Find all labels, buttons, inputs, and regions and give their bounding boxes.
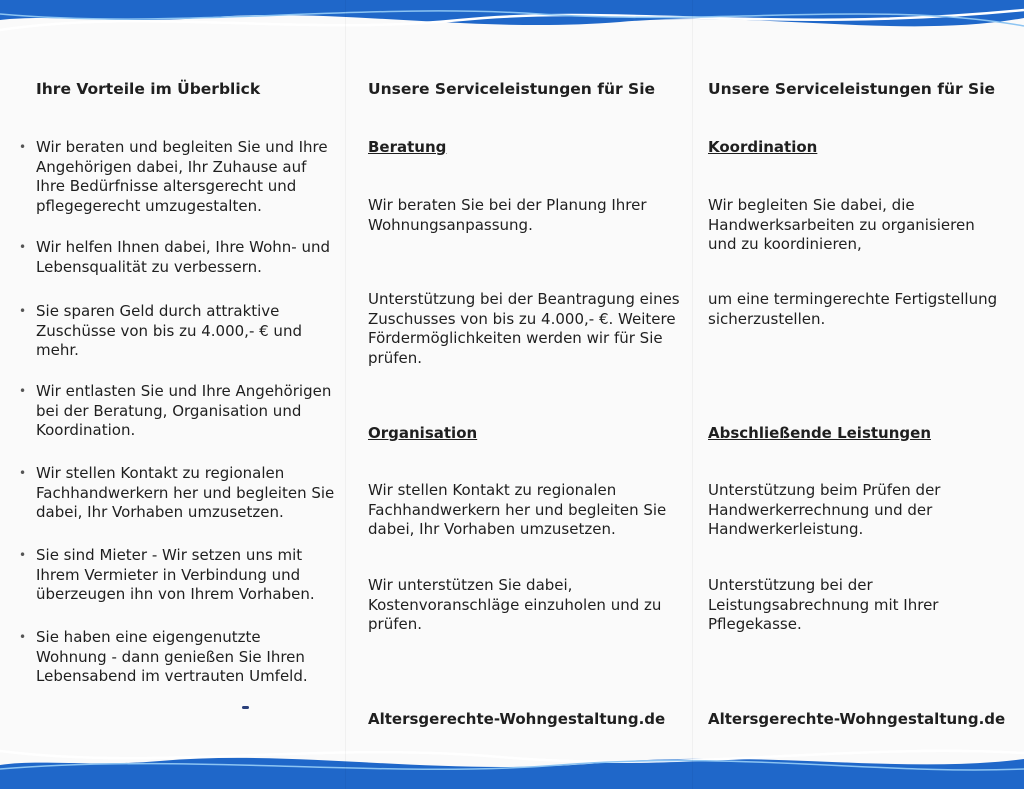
benefit-text: Wir beraten und begleiten Sie und Ihre Angehörigen dabei, Ihr Zuhause auf Ihre Bedürfnisse altersgerecht und pflegegerecht umzugestalten. [36,138,328,215]
benefit-item [19,238,336,277]
benefit-text: Wir entlasten Sie und Ihre Angehörigen bei der Beratung, Organisation und Koordination. [36,382,332,439]
section-heading-organisation: Organisation [368,424,478,442]
section-text: Unterstützung beim Prüfen der Handwerkerrechnung und der Handwerkerleistung. [708,481,941,538]
website-url: Altersgerechte-Wohngestaltung.de [368,710,666,728]
benefit-text: Wir helfen Ihnen dabei, Ihre Wohn- und Lebensqualität zu verbessern. [36,238,331,276]
bottom-wave-decoration [0,729,1024,789]
section-text: Wir beraten Sie bei der Planung Ihrer Wohnungsanpassung. [368,196,647,234]
bullet-icon: • [19,140,27,154]
column-title-services-1: Unsere Serviceleistungen für Sie [368,80,656,98]
section-text: Unterstützung bei der Beantragung eines Zuschusses von bis zu 4.000,- €. Weitere Fördermöglichkeiten werden wir für Sie prüfen. [368,290,680,367]
benefit-item [19,138,336,216]
bullet-icon: • [19,466,27,480]
benefit-text: Sie sind Mieter - Wir setzen uns mit Ihrem Vermieter in Verbindung und überzeugen ihn von Ihrem Vorhaben. [36,546,315,603]
section-heading-beratung: Beratung [368,138,447,156]
column-title-services-2: Unsere Serviceleistungen für Sie [708,80,996,98]
section-text: Unterstützung bei der Leistungsabrechnung mit Ihrer Pflegekasse. [708,576,939,633]
website-url: Altersgerechte-Wohngestaltung.de [708,710,1006,728]
section-text: Wir stellen Kontakt zu regionalen Fachhandwerkern her und begleiten Sie dabei, Ihr Vorhaben umzusetzen. [368,481,667,538]
bullet-icon: • [19,630,27,644]
bullet-icon: • [19,304,27,318]
top-wave-decoration [0,0,1024,60]
benefit-item [19,464,336,523]
benefit-item [19,382,336,441]
fold-line-left [345,0,346,789]
benefit-item [19,546,336,605]
column-title-benefits: Ihre Vorteile im Überblick [36,80,261,98]
bottom-wave-fill [0,758,1024,789]
scan-speck [242,706,249,709]
benefit-item [19,628,336,687]
benefit-item [19,302,336,361]
section-heading-koordination: Koordination [708,138,818,156]
benefit-text: Sie haben eine eigengenutzte Wohnung - dann genießen Sie Ihren Lebensabend im vertrauten Umfeld. [36,628,308,685]
section-text: um eine termingerechte Fertigstellung sicherzustellen. [708,290,998,328]
benefit-text: Wir stellen Kontakt zu regionalen Fachhandwerkern her und begleiten Sie dabei, Ihr Vorhaben umzusetzen. [36,464,335,521]
section-text: Wir unterstützen Sie dabei, Kostenvoranschläge einzuholen und zu prüfen. [368,576,662,633]
fold-line-right [692,0,693,789]
section-heading-abschliessende-leistungen: Abschließende Leistungen [708,424,931,442]
bullet-icon: • [19,548,27,562]
bottom-wave-line-1 [0,751,1024,762]
benefit-text: Sie sparen Geld durch attraktive Zuschüsse von bis zu 4.000,- € und mehr. [36,302,302,359]
bullet-icon: • [19,384,27,398]
bullet-icon: • [19,240,27,254]
section-text: Wir begleiten Sie dabei, die Handwerksarbeiten zu organisieren und zu koordinieren, [708,196,975,253]
